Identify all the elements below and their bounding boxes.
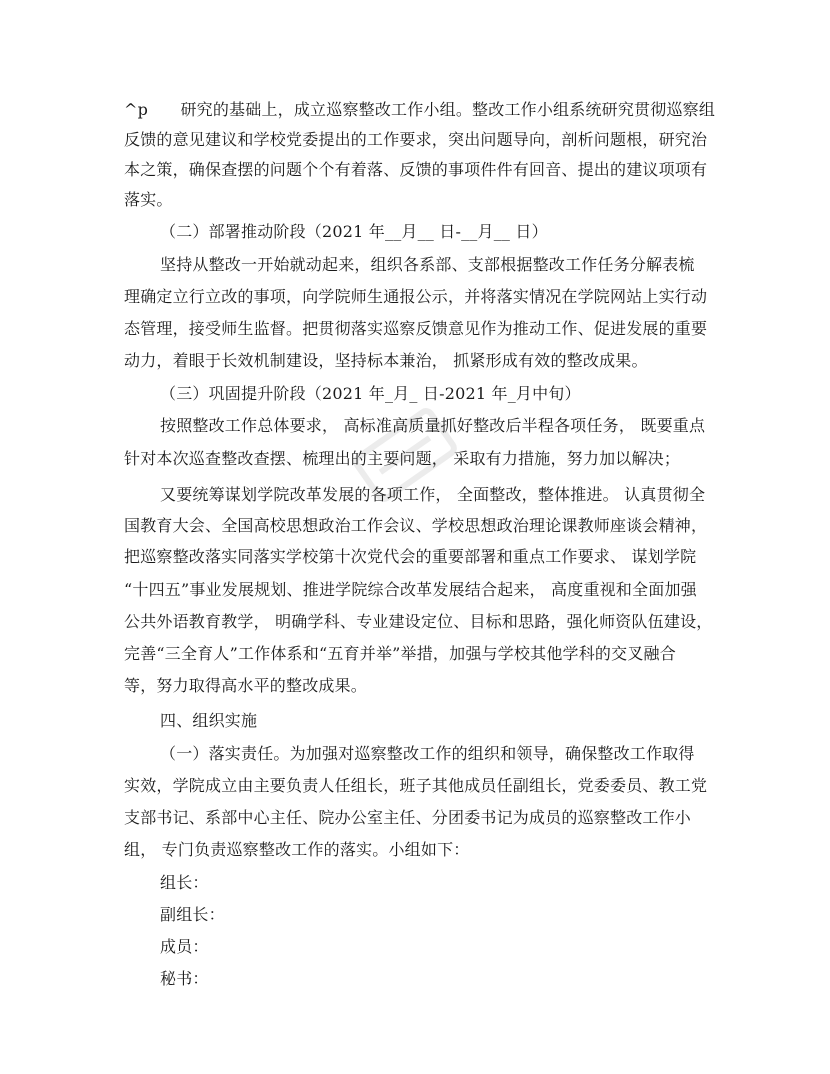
text-line: 公共外语教育教学， 明确学科、专业建设定位、目标和思路，强化师资队伍建设， — [124, 612, 713, 631]
section-heading: （三）巩固提升阶段（2021 年_月_ 日-2021 年_月中旬） — [160, 384, 581, 403]
members-label: 成员： — [160, 937, 209, 956]
text-line: 等，努力取得高水平的整改成果。 — [124, 676, 368, 695]
text-line: 完善“三全育人”工作体系和“五育并举”举措，加强与学校其他学科的交叉融合 — [124, 644, 676, 663]
text-line: 国教育大会、全国高校思想政治工作会议、学校思想政治理论课教师座谈会精神， — [124, 516, 708, 535]
text-line: 支部书记、系部中心主任、院办公室主任、分团委书记为成员的巡察整改工作小 — [124, 808, 692, 827]
text-line: 组， 专门负责巡察整改工作的落实。小组如下： — [124, 840, 470, 859]
text-line: 按照整改工作总体要求， 高标准高质量抓好整改后半程各项任务， 既要重点 — [160, 416, 706, 435]
secretary-label: 秘书： — [160, 969, 209, 988]
leader-label: 组长： — [160, 873, 209, 892]
text-line: 本之策，确保查摆的问题个个有着落、反馈的事项件件有回音、提出的建议项项有 — [124, 160, 708, 179]
text-line: 态管理，接受师生监督。把贯彻落实巡察反馈意见作为推动工作、促进发展的重要 — [124, 319, 708, 338]
text-line: “十四五”事业发展规划、推进学院综合改革发展结合起来， 高度重视和全面加强 — [124, 580, 697, 599]
text-line: 理确定立行立改的事项，向学院师生通报公示，并将落实情况在学院网站上实行动 — [124, 287, 708, 306]
section-heading: （二）部署推动阶段（2021 年__月__ 日-__月__ 日） — [160, 222, 548, 241]
text-line: 针对本次巡查整改查摆、梳理出的主要问题， 采取有力措施，努力加以解决； — [124, 449, 681, 468]
section-heading: 四、组织实施 — [160, 711, 258, 730]
text-line: 动力，着眼于长效机制建设，坚持标本兼治， 抓紧形成有效的整改成果。 — [124, 351, 648, 370]
text-line: 落实。 — [124, 190, 173, 209]
text-line: 又要统筹谋划学院改革发展的各项工作， 全面整改，整体推进。 认真贯彻全 — [160, 485, 706, 504]
text-line: 把巡察整改落实同落实学校第十次党代会的重要部署和重点工作要求、 谋划学院 — [124, 547, 697, 566]
text-line: ^p 研究的基础上，成立巡察整改工作小组。整改工作小组系统研究贯彻巡察组 — [124, 100, 716, 119]
text-line: 反馈的意见建议和学校党委提出的工作要求，突出问题导向，剖析问题根，研究治 — [124, 130, 708, 149]
text-line: 坚持从整改一开始就动起来，组织各系部、支部根据整改工作任务分解表梳 — [160, 255, 695, 274]
text-line: 实效，学院成立由主要负责人任组长，班子其他成员任副组长，党委委员、教工党 — [124, 776, 708, 795]
deputy-leader-label: 副组长： — [160, 905, 225, 924]
text-line: （一）落实责任。为加强对巡察整改工作的组织和领导，确保整改工作取得 — [160, 744, 695, 763]
